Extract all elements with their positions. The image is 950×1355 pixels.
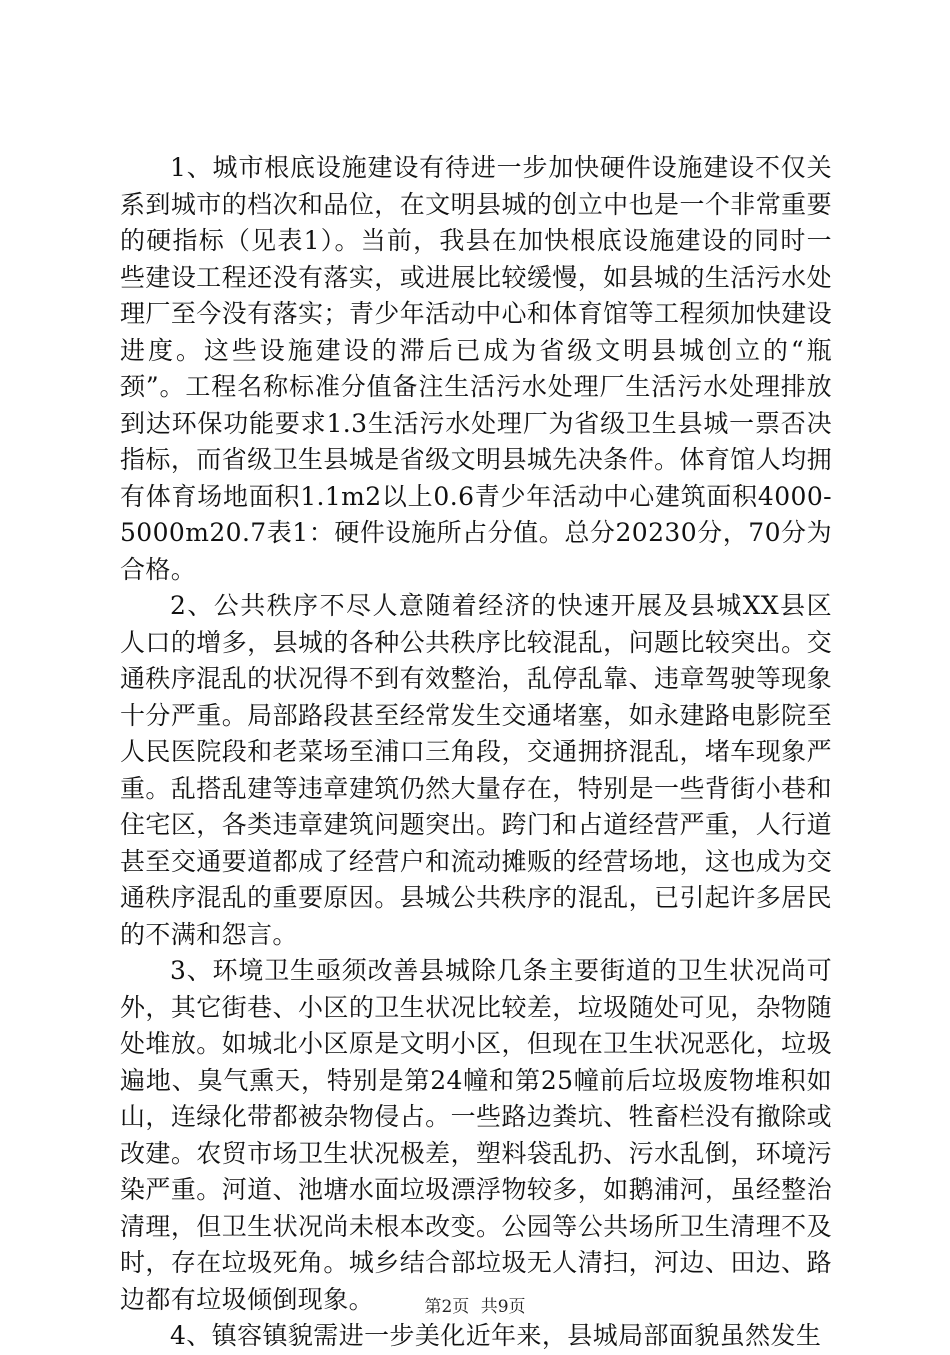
page-number: 第2页	[424, 1297, 470, 1317]
paragraph-1: 1、城市根底设施建设有待进一步加快硬件设施建设不仅关系到城市的档次和品位，在文明县城的创立中也是一个非常重要的硬指标（见表1）。当前，我县在加快根底设施建设的同时一些建设工程还没有落实，或进展比较缓慢，如县城的生活污水处理厂至今没有落实；青少年活动中心和体育馆等工程须加快建设进度。这些设施建设的滞后已成为省级文明县城创立的“瓶颈”。工程名称标准分值备注生活污水处理厂生活污水处理排放到达环保功能要求1.3生活污水处理厂为省级卫生县城一票否决指标，而省级卫生县城是省级文明县城先决条件。体育馆人均拥有体育场地面积1.1m2以上0.6青少年活动中心建筑面积4000-5000m20.7表1：硬件设施所占分值。总分20230分，70分为合格。	[120, 153, 832, 584]
paragraph-2: 2、公共秩序不尽人意随着经济的快速开展及县城XX县区人口的增多，县城的各种公共秩序比较混乱，问题比较突出。交通秩序混乱的状况得不到有效整治，乱停乱靠、违章驾驶等现象十分严重。局部路段甚至经常发生交通堵塞，如永建路电影院至人民医院段和老菜场至浦口三角段，交通拥挤混乱，堵车现象严重。乱搭乱建等违章建筑仍然大量存在，特别是一些背街小巷和住宅区，各类违章建筑问题突出。跨门和占道经营严重，人行道甚至交通要道都成了经营户和流动摊贩的经营场地，这也成为交通秩序混乱的重要原因。县城公共秩序的混乱，已引起许多居民的不满和怨言。	[120, 591, 832, 949]
page-total: 共9页	[480, 1297, 526, 1317]
document-body	[120, 150, 832, 1355]
page-footer	[0, 1292, 950, 1317]
paragraph-3: 3、环境卫生亟须改善县城除几条主要街道的卫生状况尚可外，其它街巷、小区的卫生状况比较差，垃圾随处可见，杂物随处堆放。如城北小区原是文明小区，但现在卫生状况恶化，垃圾遍地、臭气熏天，特别是第24幢和第25幢前后垃圾废物堆积如山，连绿化带都被杂物侵占。一些路边粪坑、牲畜栏没有撤除或改建。农贸市场卫生状况极差，塑料袋乱扔、污水乱倒，环境污染严重。河道、池塘水面垃圾漂浮物较多，如鹅浦河，虽经整治清理，但卫生状况尚未根本改变。公园等公共场所卫生清理不及时，存在垃圾死角。城乡结合部垃圾无人清扫，河边、田边、路边都有垃圾倾倒现象。	[120, 956, 832, 1314]
paragraph-4: 4、镇容镇貌需进一步美化近年来，县城局部面貌虽然发生	[170, 1321, 822, 1350]
